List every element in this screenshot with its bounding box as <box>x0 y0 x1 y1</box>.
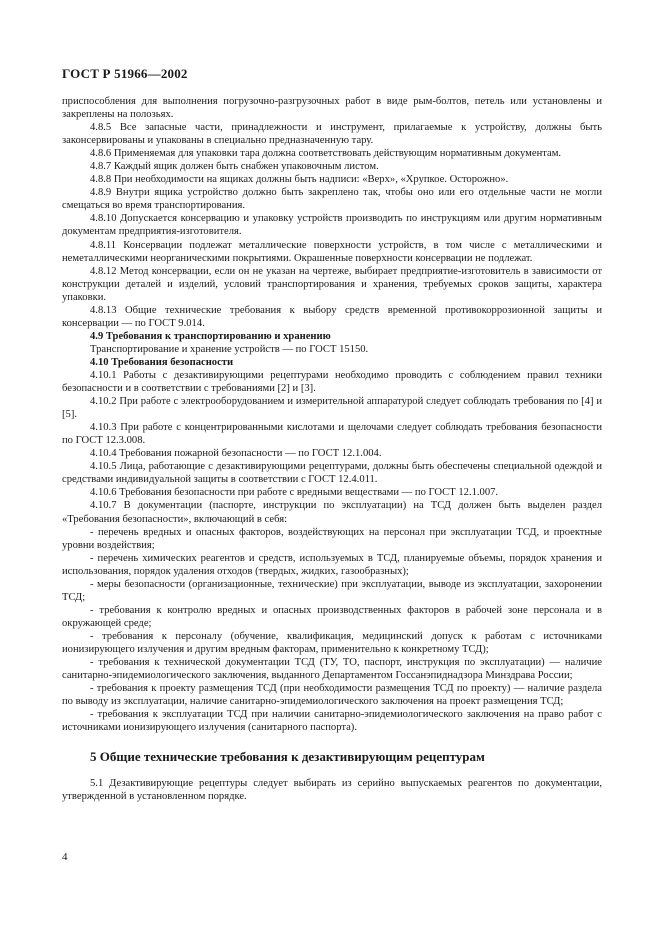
paragraph: 4.8.5 Все запасные части, принадлежности и инструмент, прилагаемые к устройству, должны быть законсервированы и упакованы в специально предназначенную тару. <box>62 122 602 147</box>
section-title: 5 Общие технические требования к дезактивирующим рецептурам <box>90 749 485 765</box>
paragraph: 4.8.7 Каждый ящик должен быть снабжен упаковочным листом. <box>90 161 379 173</box>
list-item: - перечень вредных и опасных факторов, воздействующих на персонал при эксплуатации ТСД, и проектные уровни воздействия; <box>62 526 602 551</box>
paragraph: 5.1 Дезактивирующие рецептуры следует выбирать из серийно выпускаемых реагентов по документации, утвержденной в установленном порядке. <box>62 778 602 803</box>
list-item: - требования к проекту размещения ТСД (при необходимости размещения ТСД по проекту) — наличие раздела по выводу из эксплуатации, наличие санитарно-эпидемиологического заключения на проект размещения ТСД; <box>62 683 602 708</box>
list-item: - перечень химических реагентов и средств, используемых в ТСД, планируемые объемы, порядок хранения и использования, порядок удаления отходов (твердых, жидких, газообразных); <box>62 552 602 577</box>
list-item: - требования к технической документации ТСД (ТУ, ТО, паспорт, инструкция по эксплуатации) — наличие санитарно-эпидемиологического заключения, выданного Департаментом Госсанэпиднадзора Минздрава России; <box>62 657 602 682</box>
subsection-title: 4.9 Требования к транспортированию и хранению <box>90 330 331 342</box>
list-item: - требования к эксплуатации ТСД при наличии санитарно-эпидемиологического заключения на право работ с источниками ионизирующего излучения (санитарного паспорта). <box>62 709 602 734</box>
list-item: - требования к персоналу (обучение, квалификация, медицинский допуск к работам с источниками ионизирующего излучения и другим вредным факторам, применительно к конкретному ТСД); <box>62 630 602 655</box>
paragraph: 4.10.1 Работы с дезактивирующими рецептурами необходимо проводить с соблюдением правил техники безопасности и в соответствии с требованиями [2] и [3]. <box>62 369 602 395</box>
document-header: ГОСТ Р 51966—2002 <box>62 66 188 81</box>
paragraph: 4.8.12 Метод консервации, если он не указан на чертеже, выбирает предприятие-изготовитель в зависимости от конструкции деталей и изделий, условий транспортирования и хранения, требуемых сроков защиты, характера упаковки. <box>62 265 602 303</box>
paragraph: 4.10.6 Требования безопасности при работе с вредными веществами — по ГОСТ 12.1.007. <box>90 487 499 499</box>
list-item: - меры безопасности (организационные, технические) при эксплуатации, выводе из эксплуатации, захоронении ТСД; <box>62 578 602 603</box>
paragraph: Транспортирование и хранение устройств — по ГОСТ 15150. <box>90 343 369 355</box>
paragraph: 4.10.2 При работе с электрооборудованием и измерительной аппаратурой следует соблюдать требования по [4] и [5]. <box>62 396 602 421</box>
paragraph: 4.8.9 Внутри ящика устройство должно быть закреплено так, чтобы оно или его отдельные части не могли смещаться во время транспортирования. <box>62 187 602 212</box>
paragraph: 4.10.4 Требования пожарной безопасности — по ГОСТ 12.1.004. <box>90 448 382 460</box>
list-item: - требования к контролю вредных и опасных производственных факторов в рабочей зоне персонала и в окружающей среде; <box>62 604 602 629</box>
paragraph: 4.8.6 Применяемая для упаковки тара должна соответствовать действующим нормативным документам. <box>90 148 562 160</box>
document-body <box>62 95 602 803</box>
paragraph: 4.10.7 В документации (паспорте, инструкции по эксплуатации) на ТСД должен быть выделен раздел «Требования безопасности», включающий в себя: <box>62 500 602 525</box>
paragraph: 4.8.13 Общие технические требования к выбору средств временной противокоррозионной защиты и консервации — по ГОСТ 9.014. <box>62 304 602 329</box>
paragraph: 4.8.8 При необходимости на ящиках должны быть надписи: «Верх», «Хрупкое. Осторожно». <box>90 174 509 186</box>
paragraph: 4.10.3 При работе с концентрированными кислотами и щелочами следует соблюдать требования безопасности по ГОСТ 12.3.008. <box>62 422 602 447</box>
subsection-title: 4.10 Требования безопасности <box>90 356 234 368</box>
paragraph: 4.10.5 Лица, работающие с дезактивирующими рецептурами, должны быть обеспечены специальной одеждой и средствами индивидуальной защиты в соответствии с ГОСТ 12.4.011. <box>62 461 602 486</box>
paragraph: 4.8.10 Допускается консервацию и упаковку устройств производить по инструкциям или другим нормативным документам предприятия-изготовителя. <box>62 213 602 238</box>
paragraph: 4.8.11 Консервации подлежат металлические поверхности устройств, в том числе с металлическими и неметаллическими неорганическими покрытиями. Окрашенные поверхности консервации не подлежат. <box>62 239 602 264</box>
page-number: 4 <box>62 851 68 863</box>
paragraph: приспособления для выполнения погрузочно-разгрузочных работ в виде рым-болтов, петель или установлены и закреплены на полозьях. <box>62 96 602 121</box>
